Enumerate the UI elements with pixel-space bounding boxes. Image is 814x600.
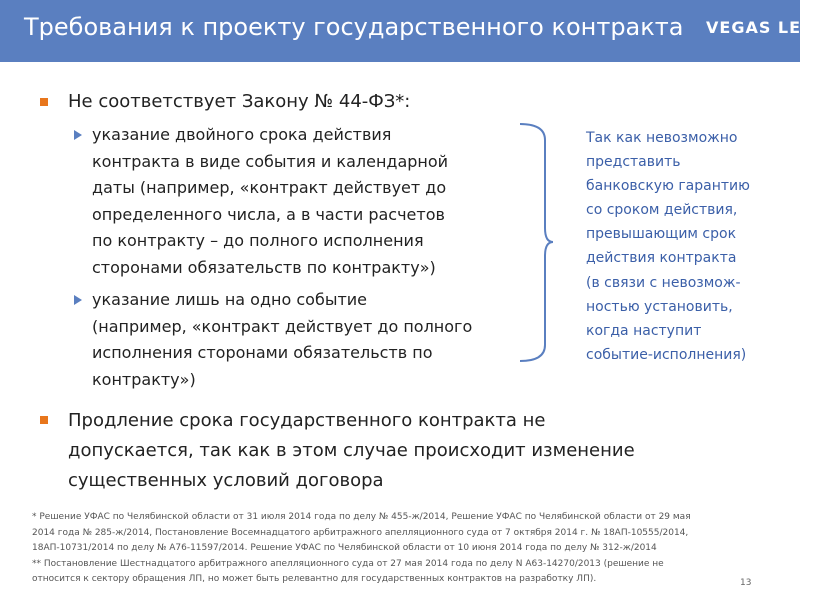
side-note-line: банковскую гарантию	[586, 178, 750, 195]
subbullet-line: (например, «контракт действует до полного	[92, 316, 473, 336]
subbullet-line: контракта в виде события и календарной	[92, 151, 449, 171]
side-note-line: когда наступит	[586, 322, 702, 339]
side-note-line: представить	[586, 154, 681, 171]
footnote-line: относится к сектору обращения ЛП, но может быть релевантно для государственных контрактов на разработку ЛП).	[32, 574, 597, 584]
side-note	[586, 126, 750, 367]
footnote-line: 18АП-10731/2014 по делу № А76-11597/2014. Решение УФАС по Челябинской области от 10 июня 2014 года по делу № 312-ж/2014	[32, 543, 657, 553]
triangle-bullet-icon	[74, 130, 82, 140]
bullet-extension-line: Продление срока государственного контракта не	[68, 410, 546, 431]
side-note-line: превышающим срок	[586, 226, 737, 243]
subbullet-line: контракту»)	[92, 369, 196, 389]
page-number: 13	[740, 578, 752, 588]
subbullet-line: указание двойного срока действия	[92, 125, 392, 144]
subbullet-line: сторонами обязательств по контракту»)	[92, 257, 436, 277]
footnote-line: * Решение УФАС по Челябинской области от 31 июля 2014 года по делу № 455-ж/2014, Решение УФАС по Челябинской области от 29 мая	[32, 512, 691, 522]
subbullet-line: определенного числа, а в части расчетов	[92, 204, 445, 224]
footnote-line: 2014 года № 285-ж/2014, Постановление Восемнадцатого арбитражного апелляционного суда от 7 октября 2014 г. № 18АП-10555/2014,	[32, 527, 689, 538]
subbullet-line: по контракту – до полного исполнения	[92, 231, 424, 250]
square-bullet-icon	[40, 98, 48, 106]
square-bullet-icon	[40, 416, 48, 424]
footnotes	[32, 510, 691, 588]
side-note-line: со сроком действия,	[586, 202, 738, 219]
slide-header	[0, 0, 814, 62]
slide-title: Требования к проекту государственного контракта	[24, 13, 684, 41]
vegas-lex-logo: VEGAS LEX	[706, 18, 814, 37]
curly-brace-icon	[515, 120, 555, 365]
side-note-line: ностью установить,	[586, 298, 733, 315]
bullet-not-compliant-text: Не соответствует Закону № 44-ФЗ*:	[68, 91, 411, 112]
side-note-line: (в связи с невозмож-	[586, 274, 741, 291]
bullet-extension-line: существенных условий договора	[68, 470, 384, 491]
side-note-line: Так как невозможно	[586, 130, 738, 146]
side-note-line: действия контракта	[586, 250, 737, 267]
footnote-line: ** Постановление Шестнадцатого арбитражного апелляционного суда от 27 мая 2014 года по делу N А63-14270/2013 (решение не	[32, 558, 664, 569]
subbullet-line: исполнения сторонами обязательств по	[92, 343, 433, 362]
subbullet-line: даты (например, «контракт действует до	[92, 178, 447, 197]
bullet-extension-line: допускается, так как в этом случае происходит изменение	[68, 440, 635, 461]
subbullet-line: указание лишь на одно событие	[92, 290, 368, 309]
triangle-bullet-icon	[74, 295, 82, 305]
side-note-line: событие-исполнения)	[586, 346, 747, 363]
